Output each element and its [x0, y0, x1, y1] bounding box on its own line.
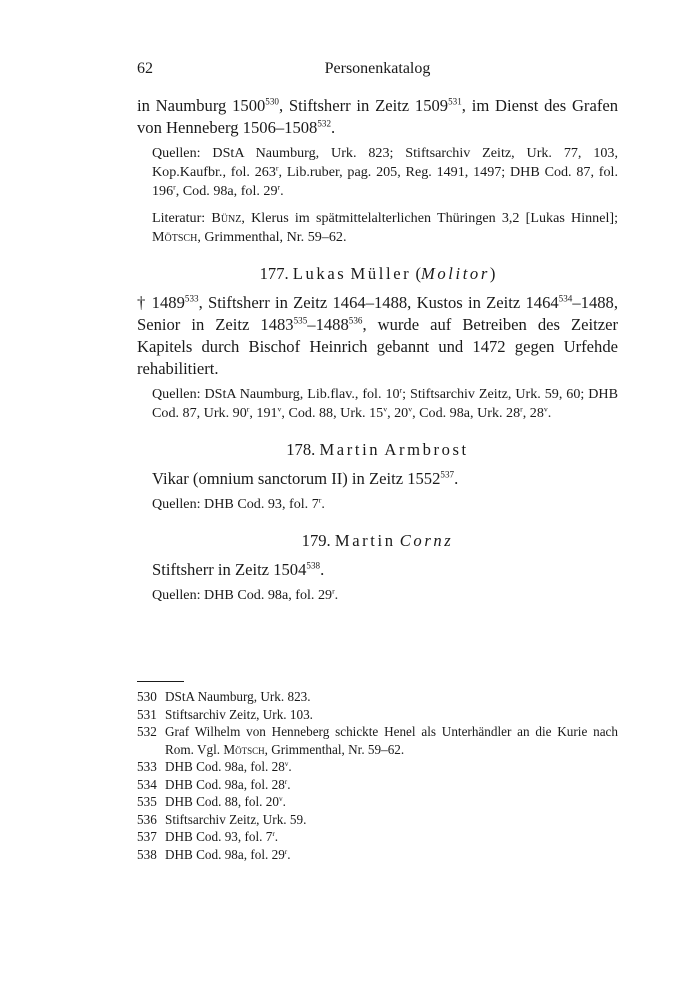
entry-178-heading: 178. Martin Armbrost	[286, 440, 469, 459]
footnote-ref[interactable]: 532	[317, 118, 332, 129]
entry-177-heading: 177. Lukas Müller (Molitor)	[259, 264, 496, 283]
entry-178-text: Vikar (omnium sanctorum II) in Zeitz 1552$^{537}$.	[152, 469, 459, 488]
footnote-535: 535 DHB Cod. 88, fol. 20$^v$.	[137, 794, 286, 809]
footnote-531: 531 Stiftsarchiv Zeitz, Urk. 103.	[137, 706, 313, 722]
page-header	[137, 60, 618, 82]
entry-176-text: in Naumburg 1500$^{530}$, Stiftsherr in Zeitz 1509$^{531}$, im Dienst des Grafen von Henneberg 1506–1508$^{532}$.	[137, 96, 619, 137]
entry-176-literature: Literatur: Bünz, Klerus im spätmittelalterlichen Thüringen 3,2 [Lukas Hinnel]; Mötsch, Grimmenthal, Nr. 59–62.	[152, 210, 618, 245]
footnote-ref[interactable]: 531	[448, 96, 462, 107]
footnote-ref[interactable]: 533	[184, 293, 199, 304]
footnote-ref[interactable]: 536	[348, 315, 363, 326]
footnote-ref[interactable]: 530	[265, 96, 279, 107]
footnotes	[137, 681, 618, 863]
entry-179-heading: 179. Martin Cornz	[301, 531, 454, 550]
entry-179-text: Stiftsherr in Zeitz 1504$^{538}$.	[152, 560, 325, 579]
entry-176-sources: Quellen: DStA Naumburg, Urk. 823; Stiftsarchiv Zeitz, Urk. 77, 103, Kop.Kaufbr., fol. 263$^r$, Lib.ruber, pag. 205, Reg. 1491, 1497; DHB Cod. 87, fol. 196$^r$, Cod. 98a, fol. 29$^r$.	[152, 145, 618, 199]
page-number: 62	[137, 60, 153, 77]
footnote-ref[interactable]: 535	[293, 315, 308, 326]
footnote-ref[interactable]: 537	[440, 469, 455, 480]
footnote-538: 538 DHB Cod. 98a, fol. 29$^r$.	[137, 846, 291, 862]
footnote-ref[interactable]: 538	[306, 560, 321, 571]
footnote-537: 537 DHB Cod. 93, fol. 7$^r$.	[137, 829, 279, 844]
entry-177-sources: Quellen: DStA Naumburg, Lib.flav., fol. 10$^r$; Stiftsarchiv Zeitz, Urk. 59, 60; DHB Cod. 87, Urk. 90$^r$, 191$^v$, Cod. 88, Urk. 15$^v$, 20$^v$, Cod. 98a, Urk. 28$^r$, 28$^v$.	[152, 385, 618, 421]
entry-179-sources: Quellen: DHB Cod. 98a, fol. 29$^r$.	[152, 586, 339, 603]
footnote-532: 532 Graf Wilhelm von Henneberg schickte Henel als Unterhändler an die Kurie nach Rom. Vgl. Mötsch, Grimmenthal, Nr. 59–62.	[137, 724, 618, 757]
footnote-533: 533 DHB Cod. 98a, fol. 28$^v$.	[137, 759, 292, 774]
running-head: Personenkatalog	[324, 60, 431, 77]
footnote-divider	[137, 681, 184, 682]
entry-178-sources: Quellen: DHB Cod. 93, fol. 7$^r$.	[152, 495, 325, 512]
entry-177-text: † 1489$^{533}$, Stiftsherr in Zeitz 1464–1488, Kustos in Zeitz 1464$^{534}$–1488, Senior in Zeitz 1483$^{535}$–1488$^{536}$, wurde auf Betreiben des Zeitzer Kapitels durch Bischof Heinrich gebannt und 1472 gegen Urfehde rehabilitiert.	[137, 293, 618, 378]
footnote-ref[interactable]: 534	[558, 293, 573, 304]
footnote-534: 534 DHB Cod. 98a, fol. 28$^r$.	[137, 776, 291, 792]
page-body	[137, 95, 618, 605]
footnote-530: 530 DStA Naumburg, Urk. 823.	[137, 689, 311, 704]
footnote-536: 536 Stiftsarchiv Zeitz, Urk. 59.	[137, 811, 307, 827]
page	[137, 0, 618, 988]
